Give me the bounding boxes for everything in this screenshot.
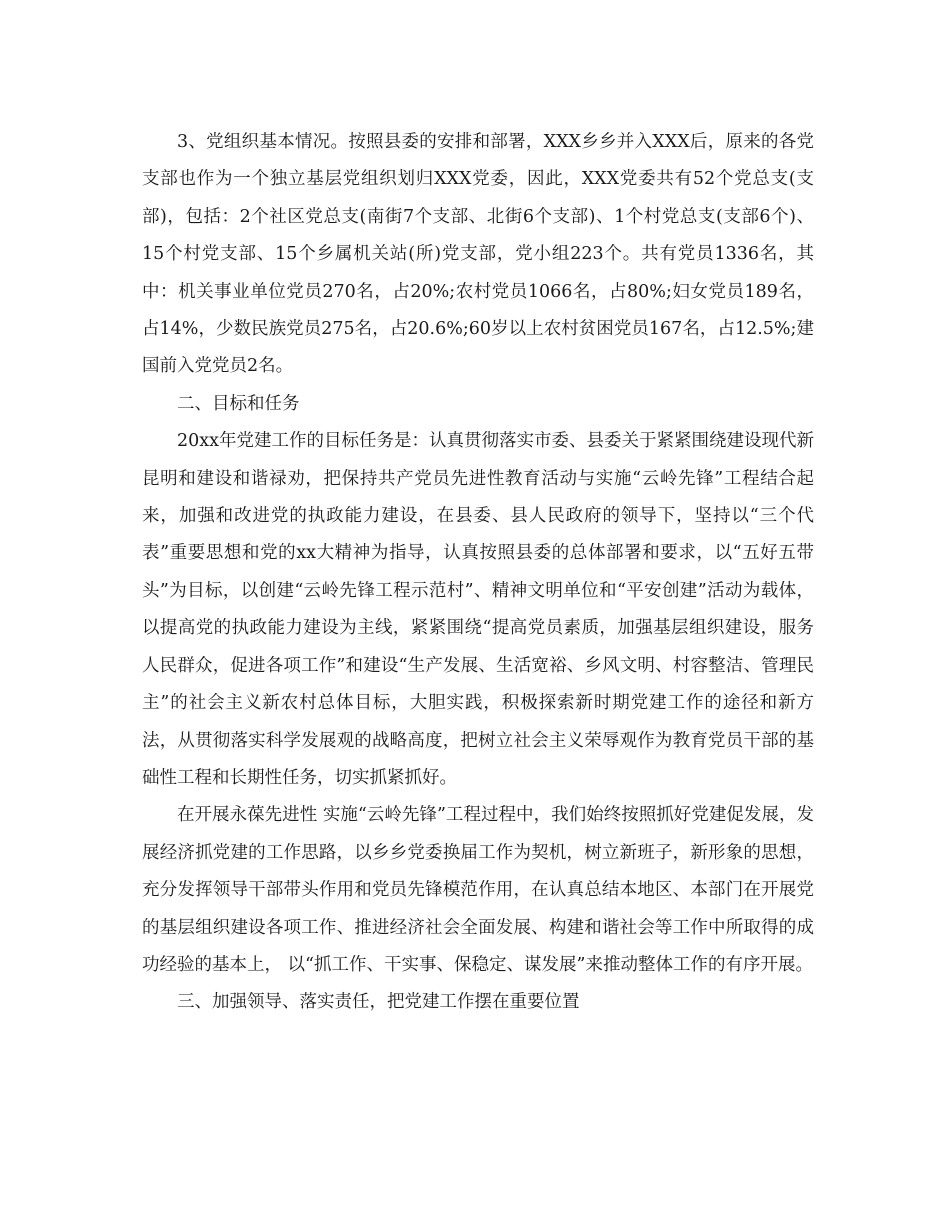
paragraph-party-organization-status: 3、党组织基本情况。按照县委的安排和部署，XXX乡乡并入XXX后，原来的各党支部也作为一个独立基层党组织划归XXX党委，因此，XXX党委共有52个党总支(支部)，包括：2个社区党总支(南街7个支部、北街6个支部)、1个村党总支(支部6个)、15个村党支部、15个乡属机关站(所)党支部，党小组223个。共有党员1336名，其中：机关事业单位党员270名，占20%;农村党员1066名，占80%;妇女党员189名，占14%，少数民族党员275名，占20.6%;60岁以上农村贫困党员167名，占12.5%;建国前入党党员2名。 — [142, 132, 814, 377]
section-heading-goals-tasks: 二、目标和任务 — [177, 393, 300, 414]
document-body — [142, 124, 814, 1022]
paragraph-yunling-pioneer: 在开展永葆先进性 实施“云岭先锋”工程过程中，我们始终按照抓好党建促发展，发展经济抓党建的工作思路，以乡乡党委换届工作为契机，树立新班子，新形象的思想，充分发挥领导干部带头作用和党员先锋模范作用，在认真总结本地区、本部门在开展党的基层组织建设各项工作、推进经济社会全面发展、构建和谐社会等工作中所取得的成功经验的基本上， 以“抓工作、干实事、保稳定、谋发展”来推动整体工作的有序开展。 — [142, 805, 814, 975]
paragraph-goals-tasks: 20xx年党建工作的目标任务是：认真贯彻落实市委、县委关于紧紧围绕建设现代新昆明和建设和谐禄劝，把保持共产党员先进性教育活动与实施“云岭先锋”工程结合起来，加强和改进党的执政能力建设，在县委、县人民政府的领导下，坚持以“三个代表”重要思想和党的xx大精神为指导，认真按照县委的总体部署和要求，以“五好五带头”为目标，以创建“云岭先锋工程示范村”、精神文明单位和“平安创建”活动为载体，以提高党的执政能力建设为主线，紧紧围绕“提高党员素质，加强基层组织建设，服务人民群众，促进各项工作”和建设“生产发展、生活宽裕、乡风文明、村容整洁、管理民主”的社会主义新农村总体目标，大胆实践，积极探索新时期党建工作的途径和新方法，从贯彻落实科学发展观的战略高度，把树立社会主义荣辱观作为教育党员干部的基础性工程和长期性任务，切实抓紧抓好。 — [142, 431, 815, 788]
section-heading-leadership: 三、加强领导、落实责任，把党建工作摆在重要位置 — [177, 992, 580, 1013]
